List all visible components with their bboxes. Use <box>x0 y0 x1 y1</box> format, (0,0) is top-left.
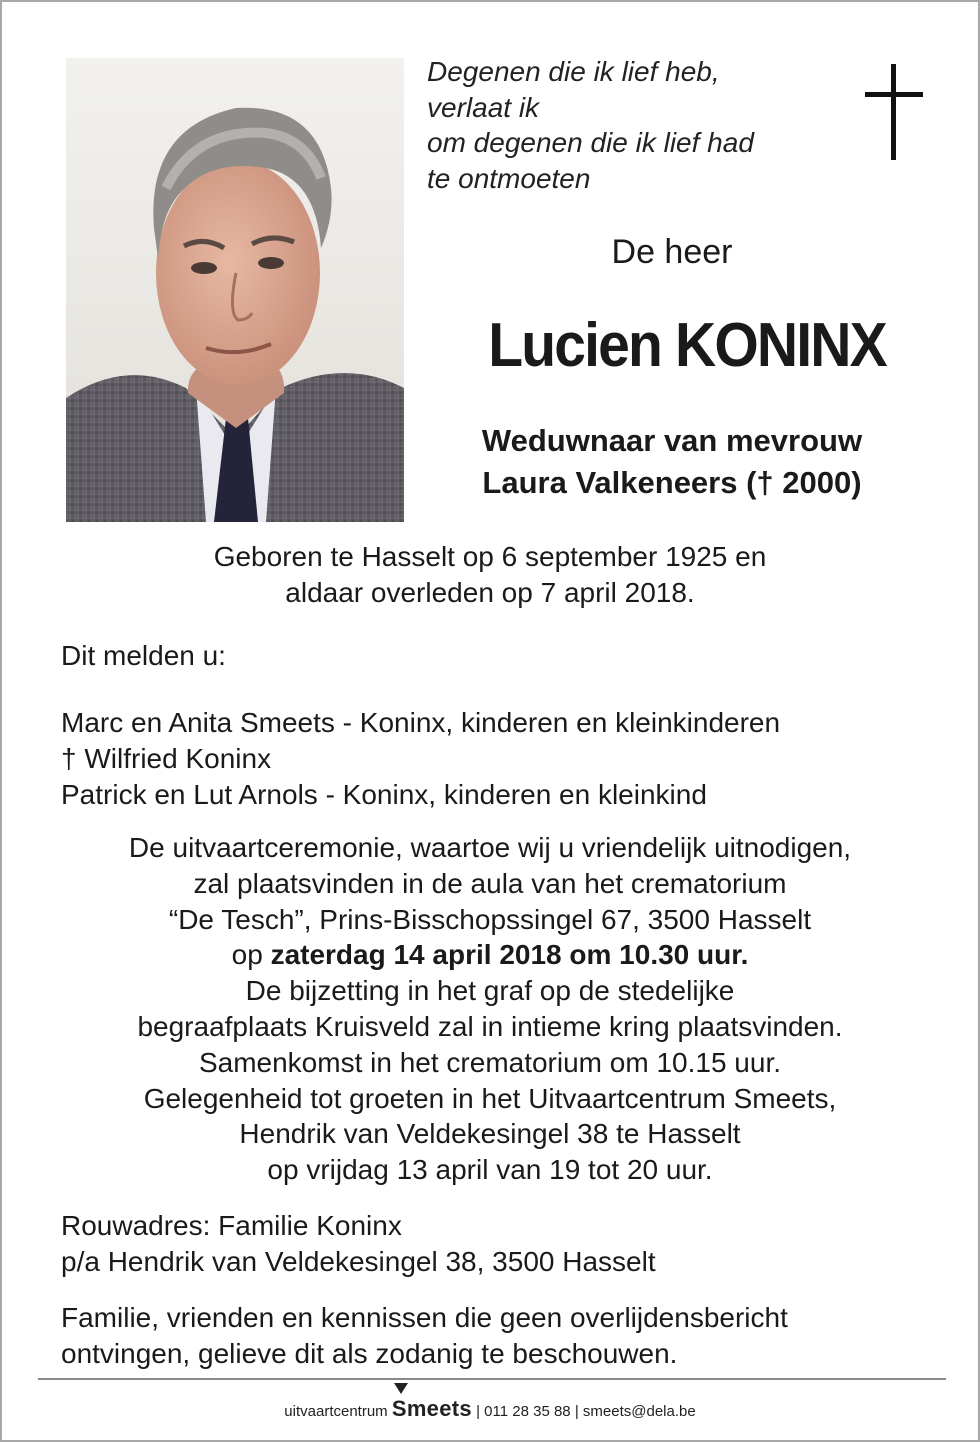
address-line: p/a Hendrik van Veldekesingel 38, 3500 Hasselt <box>61 1246 656 1277</box>
address-line: Rouwadres: Familie Koninx <box>61 1210 402 1241</box>
triangle-marker-icon <box>394 1383 408 1394</box>
footer-separator: | <box>574 1403 579 1420</box>
ceremony-line: zal plaatsvinden in de aula van het crematorium <box>193 867 787 899</box>
cross-icon <box>865 64 923 160</box>
poem-line: om degenen die ik lief had <box>427 127 754 158</box>
ceremony-line: op vrijdag 13 april van 19 tot 20 uur. <box>267 1154 713 1186</box>
spouse-line: Laura Valkeneers († 2000) <box>482 465 862 500</box>
announcement: Dit melden u: <box>61 640 226 671</box>
ceremony-date-prefix: op <box>231 939 271 971</box>
footer-divider <box>38 1378 946 1380</box>
mourning-address <box>61 1208 656 1280</box>
death-line: aldaar overleden op 7 april 2018. <box>285 577 695 608</box>
ceremony-info <box>42 830 938 1188</box>
ceremony-date: zaterdag 14 april 2018 om 10.30 uur. <box>270 939 749 971</box>
deceased-name: Lucien KONINX <box>488 311 886 380</box>
ceremony-line: Samenkomst in het crematorium om 10.15 uur. <box>198 1046 782 1078</box>
poem <box>427 54 754 196</box>
birth-death-info <box>42 539 938 611</box>
portrait-image <box>66 58 404 522</box>
funeral-home-logo: Smeets <box>391 1396 472 1421</box>
portrait-photo <box>66 58 404 522</box>
honorific: De heer <box>611 233 733 271</box>
ceremony-line: Hendrik van Veldekesingel 38 te Hasselt <box>239 1118 741 1150</box>
footer-prefix: uitvaartcentrum <box>284 1403 388 1420</box>
closing-line: Familie, vrienden en kennissen die geen overlijdensbericht <box>61 1302 788 1333</box>
footer-separator: | <box>476 1403 480 1420</box>
poem-line: te ontmoeten <box>427 162 591 194</box>
ceremony-line: De uitvaartceremonie, waartoe wij u vriendelijk uitnodigen, <box>128 832 852 863</box>
closing-line: ontvingen, gelieve dit als zodanig te beschouwen. <box>61 1338 678 1369</box>
footer-email: smeets@dela.be <box>582 1403 696 1420</box>
ceremony-line: Gelegenheid tot groeten in het Uitvaartcentrum Smeets, <box>143 1082 837 1114</box>
funeral-home-footer <box>2 1396 978 1425</box>
family-member: † Wilfried Koninx <box>61 743 272 774</box>
ceremony-line: “De Tesch”, Prins-Bisschopssingel 67, 3500 Hasselt <box>168 903 812 935</box>
poem-line: Degenen die ik lief heb, <box>427 56 720 87</box>
ceremony-date-line <box>42 937 938 973</box>
widower-line: Weduwnaar van mevrouw <box>481 423 863 458</box>
family-list <box>61 705 780 813</box>
ceremony-line: begraafplaats Kruisveld zal in intieme kring plaatsvinden. <box>137 1010 843 1042</box>
birth-line: Geboren te Hasselt op 6 september 1925 en <box>213 541 767 572</box>
widower-info <box>422 420 922 504</box>
family-member: Patrick en Lut Arnols - Koninx, kinderen en kleinkind <box>61 779 707 810</box>
closing-note <box>61 1300 788 1372</box>
ceremony-line: De bijzetting in het graf op de stedelijke <box>245 975 735 1007</box>
footer-phone: 011 28 35 88 <box>484 1403 571 1420</box>
family-member: Marc en Anita Smeets - Koninx, kinderen en kleinkinderen <box>61 707 781 738</box>
poem-line: verlaat ik <box>427 91 540 123</box>
